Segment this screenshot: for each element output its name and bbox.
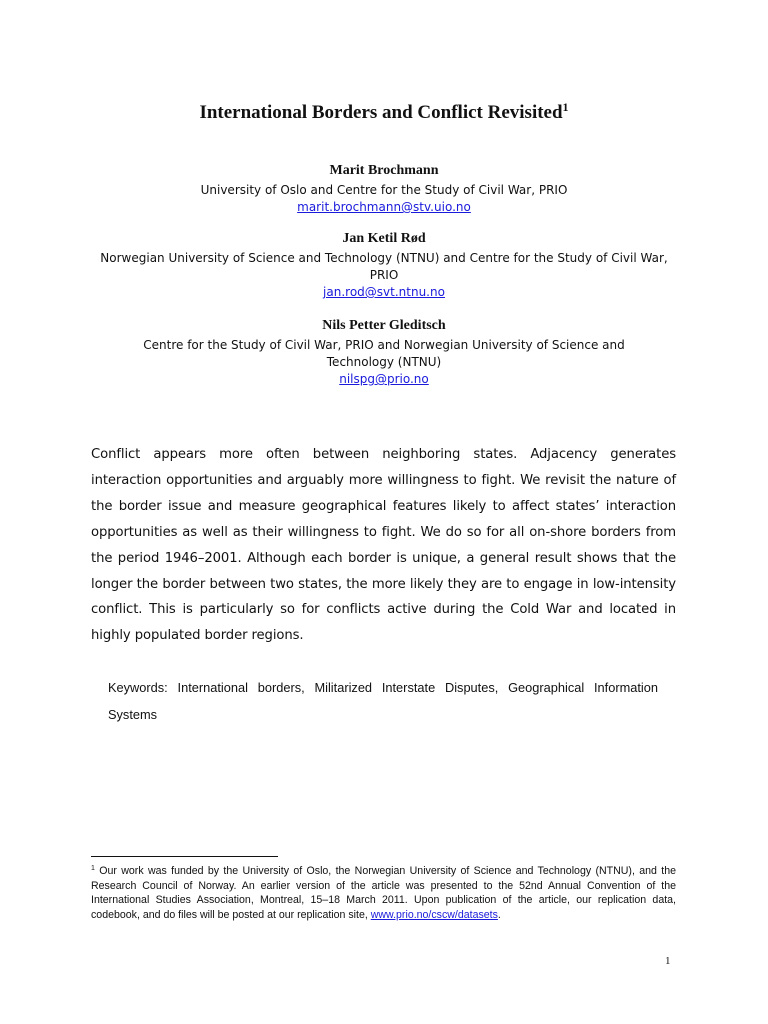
author-block-2 bbox=[90, 228, 678, 301]
author-email-link[interactable]: jan.rod@svt.ntnu.no bbox=[323, 285, 445, 299]
page-number: 1 bbox=[665, 955, 671, 967]
author-name: Jan Ketil Rød bbox=[342, 231, 426, 246]
author-block-1 bbox=[90, 160, 678, 216]
footnote-link[interactable]: www.prio.no/cscw/datasets bbox=[370, 908, 498, 921]
footnote-end: . bbox=[497, 908, 501, 921]
footnote-text: Our work was funded by the University of Oslo, the Norwegian University of Science and Technology (NTNU), and the Research Council of Norway. An earlier version of the article was presented to the 52nd Annual Convention of the International Studies Association, Montreal, 15–18 March 2011. Upon publication of the article, our replication data, codebook, and do files will be posted at our replication site, bbox=[91, 865, 676, 921]
author-affiliation: Norwegian University of Science and Technology (NTNU) and Centre for the Study of Civil War, PRIO bbox=[100, 251, 668, 282]
author-name: Nils Petter Gleditsch bbox=[322, 318, 446, 333]
author-email-link[interactable]: nilspg@prio.no bbox=[339, 372, 429, 386]
footnote-divider bbox=[91, 856, 278, 857]
title-text: International Borders and Conflict Revisited bbox=[199, 102, 563, 123]
abstract: Conflict appears more often between neighboring states. Adjacency generates interaction opportunities and arguably more willingness to fight. We revisit the nature of the border issue and measure geographical features likely to affect states’ interaction opportunities as well as their willingness to fight. We do so for all on-shore borders from the period 1946–2001. Although each border is unique, a general result shows that the longer the border between two states, the more likely they are to engage in low-intensity conflict. This is particularly so for conflicts active during the Cold War and located in highly populated border regions. bbox=[91, 447, 676, 644]
author-email-link[interactable]: marit.brochmann@stv.uio.no bbox=[297, 200, 471, 214]
author-affiliation: University of Oslo and Centre for the Study of Civil War, PRIO bbox=[200, 183, 568, 197]
title-footnote-mark[interactable]: 1 bbox=[562, 100, 569, 114]
author-block-3 bbox=[90, 315, 678, 388]
paper-title bbox=[0, 100, 768, 124]
footnote-mark: 1 bbox=[91, 865, 95, 872]
author-name: Marit Brochmann bbox=[329, 163, 439, 178]
author-affiliation: Centre for the Study of Civil War, PRIO and Norwegian University of Science and Technology (NTNU) bbox=[143, 338, 625, 369]
footnote bbox=[91, 862, 676, 922]
keywords: Keywords: International borders, Militarized Interstate Disputes, Geographical Information Systems bbox=[108, 680, 658, 722]
